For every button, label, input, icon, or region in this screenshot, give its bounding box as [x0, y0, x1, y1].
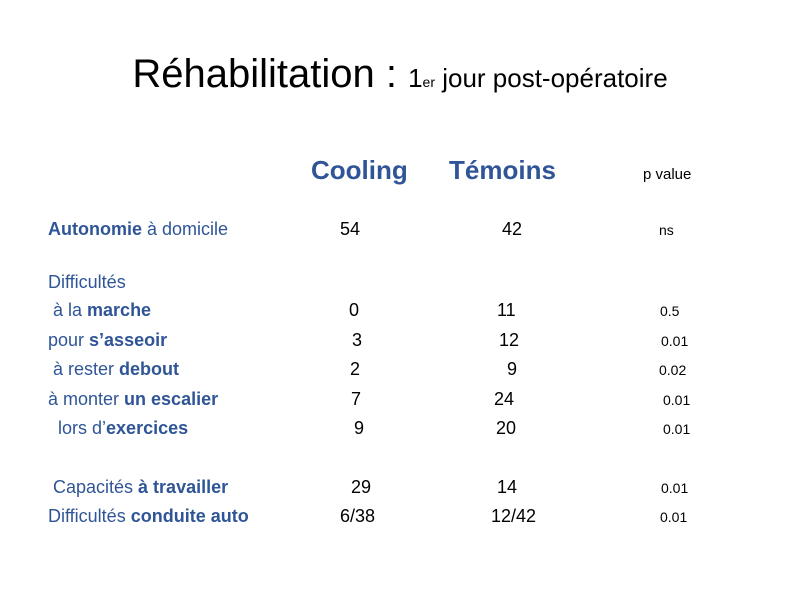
- row-label-bold: à travailler: [138, 477, 229, 497]
- cell-cooling: 9: [354, 418, 365, 438]
- row-label-pre: Capacités: [48, 477, 139, 497]
- row-label-difficultes: Difficultés: [48, 272, 126, 292]
- cell-temoins: 20: [496, 418, 517, 438]
- cell-cooling: 2: [350, 359, 361, 379]
- cell-pvalue: 0.5: [660, 303, 680, 319]
- row-label-pre: pour: [48, 330, 90, 350]
- cell-cooling: 54: [340, 219, 361, 239]
- header-temoins: Témoins: [449, 155, 556, 185]
- cell-pvalue: 0.01: [661, 333, 689, 349]
- cell-temoins: 9: [507, 359, 518, 379]
- title-main: Réhabilitation :: [132, 52, 409, 96]
- row-label-pre: à rester: [48, 359, 120, 379]
- row-label-bold: debout: [119, 359, 180, 379]
- row-label-bold: s’asseoir: [89, 330, 168, 350]
- row-label-debout: [48, 359, 179, 380]
- row-label-bold: un escalier: [124, 389, 219, 409]
- row-label-travailler: [48, 477, 228, 498]
- cell-cooling: 3: [352, 330, 363, 350]
- cell-temoins: 24: [494, 389, 515, 409]
- row-label-bold: exercices: [106, 418, 189, 438]
- cell-temoins: 11: [497, 300, 516, 320]
- row-label-bold: Autonomie: [48, 219, 142, 239]
- cell-pvalue: ns: [659, 222, 674, 238]
- row-label-bold: marche: [87, 300, 152, 320]
- row-label-pre: lors d’: [48, 418, 107, 438]
- row-label-conduite: [48, 506, 249, 527]
- row-label-asseoir: [48, 330, 167, 351]
- title-superscript: er: [422, 74, 435, 90]
- cell-cooling: 29: [351, 477, 372, 497]
- cell-cooling: 7: [351, 389, 362, 409]
- header-pvalue: p value: [643, 166, 692, 183]
- row-label-pre: Difficultés: [48, 506, 131, 526]
- row-label-exercices: [48, 418, 188, 439]
- row-label-bold: conduite auto: [130, 506, 249, 526]
- title-rest: jour post-opératoire: [434, 63, 668, 93]
- row-label-autonomie: [48, 219, 228, 240]
- cell-cooling: 6/38: [340, 506, 376, 526]
- cell-temoins: 12/42: [491, 506, 537, 526]
- cell-pvalue: 0.02: [659, 362, 687, 378]
- title-number: 1: [408, 63, 423, 93]
- cell-pvalue: 0.01: [661, 480, 689, 496]
- cell-pvalue: 0.01: [663, 421, 691, 437]
- row-label-pre: à monter: [48, 389, 125, 409]
- row-label-marche: [48, 300, 151, 321]
- slide-title: [0, 52, 800, 97]
- cell-cooling: 0: [349, 300, 360, 320]
- cell-pvalue: 0.01: [663, 392, 691, 408]
- row-label-rest: à domicile: [142, 219, 229, 239]
- header-cooling: Cooling: [311, 155, 408, 185]
- cell-temoins: 42: [502, 219, 523, 239]
- row-label-pre: à la: [48, 300, 88, 320]
- cell-temoins: 12: [499, 330, 520, 350]
- cell-temoins: 14: [497, 477, 518, 497]
- row-label-escalier: [48, 389, 218, 410]
- cell-pvalue: 0.01: [660, 509, 688, 525]
